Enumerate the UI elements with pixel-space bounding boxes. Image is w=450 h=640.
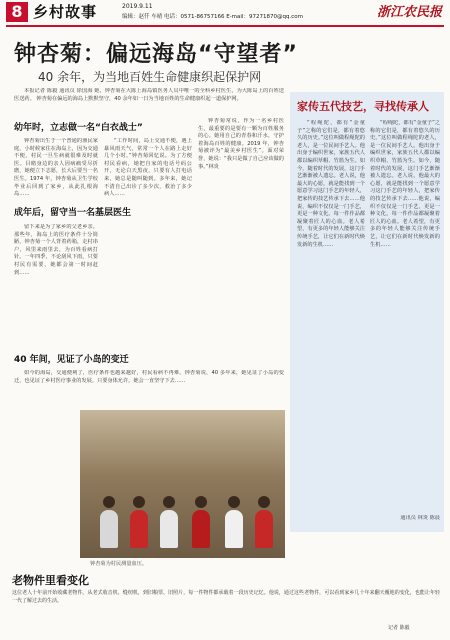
section3-text: 如今的海岛，交通便利了，医疗条件也越来越好，村民看病不再难。钟杏菊说，40 多年来，她见证了小岛的变迁，也见证了乡村医疗事业的发展。只要身体允许，她会一直坚守下去…… [14, 370, 284, 384]
issue-date: 2019.9.11 [122, 3, 153, 10]
photo-figure [160, 510, 178, 548]
sidebar-column-2: “程绳陀，都有“金童子”之称的它们是，都有着悠久的历史。”这位叫做程绳陀的老人，是一位民间手艺人。他出身于编织世家，家族五代人都以编织草帽、竹篮为生。如今，随着时代的发展，这门手艺渐渐被人遗忘。老人说，他最大的心愿，就是能找到一个愿意学习这门手艺的年轻人，把家传的技艺传承下去……他说，编织不仅仅是一门手艺，更是一种文化。每一件作品都凝聚着匠人的心血。老人希望，有更多的年轻人能够关注传统手艺，让它们在新时代焕发新的生机…… [370, 120, 440, 248]
article-lead: 本报记者 陈毅 通讯员 徐国海 她，钟杏菊在大陈上海岛镇医务人员中唯一的全科乡村医生，为大陈岛上的百姓送医送药。 钟杏菊在偏远的海岛上默默坚守，40 余年如一日为当地百姓的生命健康织起一道保护网。 [14, 88, 284, 102]
photo-figure [130, 510, 148, 548]
article-headline: 钟杏菊：偏远海岛“守望者” [14, 42, 298, 67]
section1-text: 钟杏菊出生于一个普通的渔民家庭，小时候家住在海岛上，因为交通不便，村民一旦生病就很难及时就医。目睹身边的亲人因病痛受尽折磨，她便立下志愿，长大后要当一名医生。1974 年，钟杏菊从卫生学校毕业后回到了家乡，从此扎根海岛…… [14, 138, 98, 198]
section-name: 乡村故事 [33, 3, 98, 21]
header-divider [6, 25, 444, 27]
article-subhead: 40 余年，为当地百姓生命健康织起保护网 [38, 70, 262, 84]
article-column-2: “工作时间，岛上交通不便，遇上暴风雨天气，常常一个人在路上走好几个小时。”钟杏菊回忆说。为了方便村民看病，她把自家的电话号码公开，无论白天黑夜，只要有人打电话来，她总是随叫随到。多年来，她记不清自己出诊了多少次，救治了多少病人…… [104, 138, 192, 198]
sidebar-column-1: “程绳陀，都有“金童子”之称的它们是，都有着悠久的历史。”这位叫做程绳陀的老人，是一位民间手艺人。他出身于编织世家，家族五代人都以编织草帽、竹篮为生。如今，随着时代的发展，这门手艺渐渐被人遗忘。老人说，他最大的心愿，就是能找到一个愿意学习这门手艺的年轻人，把家传的技艺传承下去……他说，编织不仅仅是一门手艺，更是一种文化。每一件作品都凝聚着匠人的心血。老人希望，有更多的年轻人能够关注传统手艺，让它们在新时代焕发新的生机…… [297, 120, 365, 248]
section2-text: 留下来是为了家乡的父老乡亲。那些年，海岛上的医疗条件十分简陋，钟杏菊一个人背着药箱，走村串户，风里来雨里去，为百姓看病打针。一年四季，不论刮风下雨，只要村民有需要，她都会第一时间赶到…… [14, 224, 98, 276]
section-number: 8 [6, 2, 28, 22]
photo-figure [255, 510, 273, 548]
photo-figure [192, 510, 210, 548]
masthead [0, 0, 450, 34]
editor-contact: 编辑：赵仟 车晴 电话：0571-86757166 E-mail：97271870@qq.com [122, 14, 303, 20]
photo-caption: 钟杏菊为村民测量血压。 [90, 561, 148, 567]
bottom-article-text: 这位老人十年前开始收藏老物件。从老式收音机、缝纫机，到旧粮票、旧照片，每一件物件都承载着一段历史记忆。他说，通过这些老物件，可以看到家乡几十年来翻天覆地的变化，也能让年轻一代了解过去的生活。 [12, 590, 440, 604]
section2-title: 成年后，留守当一名基层医生 [14, 208, 132, 218]
section1-title: 幼年时，立志做一名“白衣战士” [14, 123, 143, 133]
article-column-3: 钟杏菊常说，作为一名乡村医生，最重要的是要有一颗为百姓服务的心。她用自己的青春和汗水，守护着海岛百姓的健康。2019 年，钟杏菊被评为“最美乡村医生”。面对荣誉，她说：“我只是做了自己应该做的事。”林炎 [198, 118, 284, 170]
article-photo [80, 410, 285, 558]
sidebar-title: 家传五代技艺，寻找传承人 [297, 100, 429, 113]
section3-title: 40 年间，见证了小岛的变迁 [14, 355, 129, 365]
photo-figure [225, 510, 243, 548]
photo-figure [100, 510, 118, 548]
newspaper-logo: 浙江农民报 [376, 5, 442, 20]
bottom-article-title: 老物件里看变化 [12, 574, 89, 587]
bottom-article-author: 记者 陈毅 [388, 625, 410, 631]
sidebar-author: 通讯员 林炎 陈晨 [400, 515, 440, 521]
